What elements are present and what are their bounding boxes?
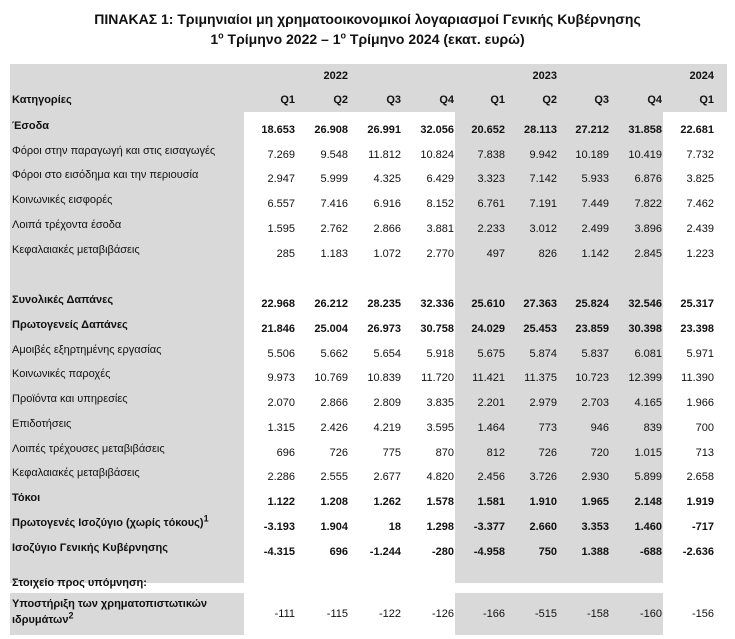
table-cell: 1.388 — [581, 546, 609, 558]
table-cell: 22.968 — [261, 298, 295, 310]
header-row-shade — [10, 64, 727, 112]
table-cell: -3.193 — [263, 521, 295, 533]
row-label: Κοινωνικές εισφορές — [12, 194, 113, 206]
table-cell: 10.769 — [314, 372, 348, 384]
table-cell: 18 — [388, 521, 401, 533]
table-cell: 1.460 — [634, 521, 662, 533]
table-cell: -4.958 — [473, 546, 505, 558]
memo-heading: Στοιχείο προς υπόμνηση: — [12, 577, 147, 589]
table-cell: 1.966 — [686, 397, 714, 409]
table-cell: 870 — [435, 447, 454, 459]
memo-cell: -111 — [274, 608, 295, 620]
table-cell: 5.506 — [267, 348, 295, 360]
memo-cell: -166 — [482, 608, 505, 620]
table-cell: 700 — [695, 422, 714, 434]
table-cell: 2.658 — [686, 471, 714, 483]
table-cell: 1.298 — [426, 521, 454, 533]
table-cell: 26.908 — [314, 124, 348, 136]
table-title-line1: ΠΙΝΑΚΑΣ 1: Τριμηνιαίοι μη χρηματοοικονομικοί λογαριασμοί Γενικής Κυβέρνησης — [94, 11, 641, 27]
table-cell: 25.453 — [523, 323, 557, 335]
table-cell: 10.189 — [575, 149, 609, 161]
table-cell: 2.866 — [320, 397, 348, 409]
table-cell: 23.398 — [680, 323, 714, 335]
table-cell: 5.874 — [529, 348, 557, 360]
table-cell: -2.636 — [682, 546, 714, 558]
table-cell: 7.269 — [267, 149, 295, 161]
table-cell: 2.660 — [529, 521, 557, 533]
table-cell: 2.677 — [373, 471, 401, 483]
memo-cell: -126 — [431, 608, 454, 620]
row-label: Ισοζύγιο Γενικής Κυβέρνησης — [12, 542, 168, 554]
table-cell: 7.142 — [529, 173, 557, 185]
table-cell: 3.835 — [426, 397, 454, 409]
table-cell: 2.762 — [320, 223, 348, 235]
table-cell: 3.012 — [529, 223, 557, 235]
row-label: Λοιπές τρέχουσες μεταβιβάσεις — [12, 443, 165, 455]
table-cell: 2.809 — [373, 397, 401, 409]
memo-cell: -156 — [691, 608, 714, 620]
table-cell: 5.918 — [426, 348, 454, 360]
table-cell: -1.244 — [369, 546, 401, 558]
memo-cell: -115 — [326, 608, 348, 620]
table-cell: 11.720 — [421, 372, 454, 384]
table-cell: 9.942 — [529, 149, 557, 161]
row-label: Πρωτογενείς Δαπάνες — [12, 319, 128, 331]
table-cell: -3.377 — [473, 521, 505, 533]
table-cell: 5.837 — [581, 348, 609, 360]
table-cell: 5.899 — [634, 471, 662, 483]
year-header-2024: 2024 — [689, 70, 714, 82]
quarter-header: Q4 — [439, 94, 454, 106]
table-cell: 1.965 — [581, 496, 609, 508]
table-cell: 2.866 — [373, 223, 401, 235]
table-cell: 10.419 — [628, 149, 662, 161]
year-header-2023: 2023 — [532, 70, 557, 82]
table-cell: 4.820 — [426, 471, 454, 483]
table-cell: 10.723 — [575, 372, 609, 384]
table-cell: 2.148 — [634, 496, 662, 508]
table-cell: 3.323 — [477, 173, 505, 185]
table-cell: 10.824 — [420, 149, 454, 161]
table-cell: 2.930 — [581, 471, 609, 483]
memo-cell: -515 — [534, 608, 557, 620]
table-cell: 7.822 — [634, 198, 662, 210]
table-cell: 2.845 — [634, 248, 662, 260]
table-cell: 2.233 — [477, 223, 505, 235]
table-cell: 25.610 — [471, 298, 505, 310]
table-cell: 7.462 — [686, 198, 714, 210]
table-cell: 775 — [382, 447, 401, 459]
table-cell: 28.235 — [367, 298, 401, 310]
table-cell: 22.681 — [680, 124, 714, 136]
quarter-header: Q2 — [333, 94, 348, 106]
row-label: Φόροι στο εισόδημα και την περιουσία — [12, 169, 199, 181]
memo-label-line2: ιδρυμάτων$^2$ — [12, 610, 74, 626]
table-cell: 3.353 — [581, 521, 609, 533]
table-cell: 2.439 — [686, 223, 714, 235]
table-cell: 4.325 — [373, 173, 401, 185]
table-cell: 1.581 — [477, 496, 505, 508]
row-label: Επιδοτήσεις — [12, 418, 72, 430]
table-cell: 32.546 — [628, 298, 662, 310]
table-cell: 3.825 — [686, 173, 714, 185]
table-cell: 26.973 — [367, 323, 401, 335]
table-cell: 25.004 — [314, 323, 348, 335]
table-cell: 750 — [538, 546, 557, 558]
table-cell: -717 — [691, 521, 714, 533]
table-cell: 4.165 — [634, 397, 662, 409]
table-cell: 2.499 — [581, 223, 609, 235]
table-cell: 8.152 — [426, 198, 454, 210]
table-cell: 6.916 — [373, 198, 401, 210]
table-cell: 1.595 — [267, 223, 295, 235]
table-cell: 5.654 — [373, 348, 401, 360]
table-cell: 1.072 — [373, 248, 401, 260]
table-cell: 11.390 — [681, 372, 714, 384]
table-cell: 5.662 — [320, 348, 348, 360]
table-cell: 720 — [590, 447, 609, 459]
table-cell: 9.973 — [267, 372, 295, 384]
row-label: Προϊόντα και υπηρεσίες — [12, 393, 128, 405]
table-cell: 10.839 — [367, 372, 401, 384]
table-cell: 7.191 — [529, 198, 557, 210]
table-cell: 3.726 — [529, 471, 557, 483]
table-cell: 1.142 — [581, 248, 609, 260]
row-label: Αμοιβές εξηρτημένης εργασίας — [12, 344, 162, 356]
table-cell: 6.557 — [267, 198, 295, 210]
table-cell: 12.399 — [628, 372, 662, 384]
table-cell: 31.858 — [628, 124, 662, 136]
table-cell: 773 — [538, 422, 557, 434]
table-cell: 946 — [590, 422, 609, 434]
row-label: Κεφαλαιακές μεταβιβάσεις — [12, 244, 140, 256]
row-label: Κοινωνικές παροχές — [12, 368, 111, 380]
row-label: Τόκοι — [12, 492, 41, 504]
table-cell: 2.456 — [477, 471, 505, 483]
table-cell: 1.183 — [320, 248, 348, 260]
table-cell: 726 — [329, 447, 348, 459]
table-cell: 11.375 — [524, 372, 557, 384]
table-cell: 696 — [329, 546, 348, 558]
table-cell: 6.429 — [426, 173, 454, 185]
row-label: Φόροι στην παραγωγή και στις εισαγωγές — [12, 145, 216, 157]
table-cell: 1.122 — [267, 496, 295, 508]
table-cell: 1.262 — [373, 496, 401, 508]
table-cell: 285 — [276, 248, 295, 260]
table-cell: 24.029 — [471, 323, 505, 335]
row-label: Κεφαλαιακές μεταβιβάσεις — [12, 467, 140, 479]
table-cell: 25.824 — [575, 298, 609, 310]
table-cell: 5.971 — [686, 348, 714, 360]
table-cell: 2.201 — [477, 397, 505, 409]
table-cell: 27.212 — [575, 124, 609, 136]
table-cell: 2.070 — [267, 397, 295, 409]
table-cell: 7.838 — [477, 149, 505, 161]
table-cell: 23.859 — [575, 323, 609, 335]
table-cell: 1.015 — [634, 447, 662, 459]
table-cell: 26.212 — [314, 298, 348, 310]
table-cell: 826 — [538, 248, 557, 260]
table-cell: 2.426 — [320, 422, 348, 434]
table-cell: 4.219 — [373, 422, 401, 434]
table-cell: 1.910 — [529, 496, 557, 508]
table-cell: 1.904 — [320, 521, 348, 533]
quarter-header: Q1 — [699, 94, 714, 106]
table-cell: 28.113 — [523, 124, 557, 136]
table-cell: 7.416 — [320, 198, 348, 210]
table-cell: 11.421 — [472, 372, 505, 384]
quarter-header: Q1 — [490, 94, 505, 106]
table-cell: 18.653 — [261, 124, 295, 136]
table-cell: 26.991 — [367, 124, 401, 136]
table-cell: 2.286 — [267, 471, 295, 483]
table-cell: 25.317 — [680, 298, 714, 310]
table-cell: -280 — [431, 546, 454, 558]
table-cell: 696 — [276, 447, 295, 459]
table-cell: 3.896 — [634, 223, 662, 235]
table-cell: 32.336 — [420, 298, 454, 310]
table-cell: -688 — [639, 546, 662, 558]
table-cell: 7.732 — [686, 149, 714, 161]
table-cell: 32.056 — [420, 124, 454, 136]
table-cell: 27.363 — [523, 298, 557, 310]
table-cell: 5.933 — [581, 173, 609, 185]
table-cell: 2.770 — [426, 248, 454, 260]
table-cell: 1.578 — [426, 496, 454, 508]
table-cell: 11.812 — [368, 149, 401, 161]
table-cell: 1.223 — [686, 248, 714, 260]
table-cell: 9.548 — [320, 149, 348, 161]
quarter-header: Q2 — [542, 94, 557, 106]
table-cell: 7.449 — [581, 198, 609, 210]
quarter-header: Q1 — [280, 94, 295, 106]
table-cell: 839 — [643, 422, 662, 434]
table-cell: 2.947 — [267, 173, 295, 185]
table-cell: 5.675 — [477, 348, 505, 360]
table-cell: 30.758 — [420, 323, 454, 335]
table-cell: 21.846 — [261, 323, 295, 335]
table-cell: 812 — [486, 447, 505, 459]
row-label: Έσοδα — [12, 120, 50, 132]
categories-header: Κατηγορίες — [12, 94, 72, 106]
memo-cell: -158 — [586, 608, 609, 620]
table-cell: 2.555 — [320, 471, 348, 483]
table-cell: 6.761 — [477, 198, 505, 210]
table-cell: -4.315 — [263, 546, 295, 558]
table-title-line2: $1^o$ Τρίμηνο $2022 - 1^o$ Τρίμηνο 2024 (εκατ. ευρώ) — [210, 30, 525, 47]
table-cell: 1.464 — [477, 422, 505, 434]
memo-label-line1: Υποστήριξη των χρηματοπιστωτικών — [12, 598, 208, 610]
table-cell: 20.652 — [471, 124, 505, 136]
table-cell: 1.315 — [267, 422, 295, 434]
table-cell: 1.208 — [320, 496, 348, 508]
quarter-header: Q4 — [647, 94, 662, 106]
table-cell: 3.595 — [426, 422, 454, 434]
table-cell: 6.081 — [634, 348, 662, 360]
memo-cell: -160 — [639, 608, 662, 620]
quarter-header: Q3 — [386, 94, 401, 106]
table-cell: 2.703 — [581, 397, 609, 409]
row-label: Λοιπά τρέχοντα έσοδα — [12, 219, 122, 231]
quarter-header: Q3 — [594, 94, 609, 106]
table-cell: 2.979 — [529, 397, 557, 409]
row-label: Πρωτογενές Ισοζύγιο (χωρίς τόκους)$^1$ — [12, 513, 209, 529]
table-cell: 3.881 — [426, 223, 454, 235]
row-label: Συνολικές Δαπάνες — [12, 294, 114, 306]
table-cell: 497 — [486, 248, 505, 260]
memo-cell: -122 — [378, 608, 401, 620]
table-cell: 6.876 — [634, 173, 662, 185]
table-cell: 713 — [695, 447, 714, 459]
year-header-2022: 2022 — [323, 70, 348, 82]
table-cell: 5.999 — [320, 173, 348, 185]
table-cell: 726 — [538, 447, 557, 459]
table-cell: 30.398 — [628, 323, 662, 335]
table-cell: 1.919 — [686, 496, 714, 508]
